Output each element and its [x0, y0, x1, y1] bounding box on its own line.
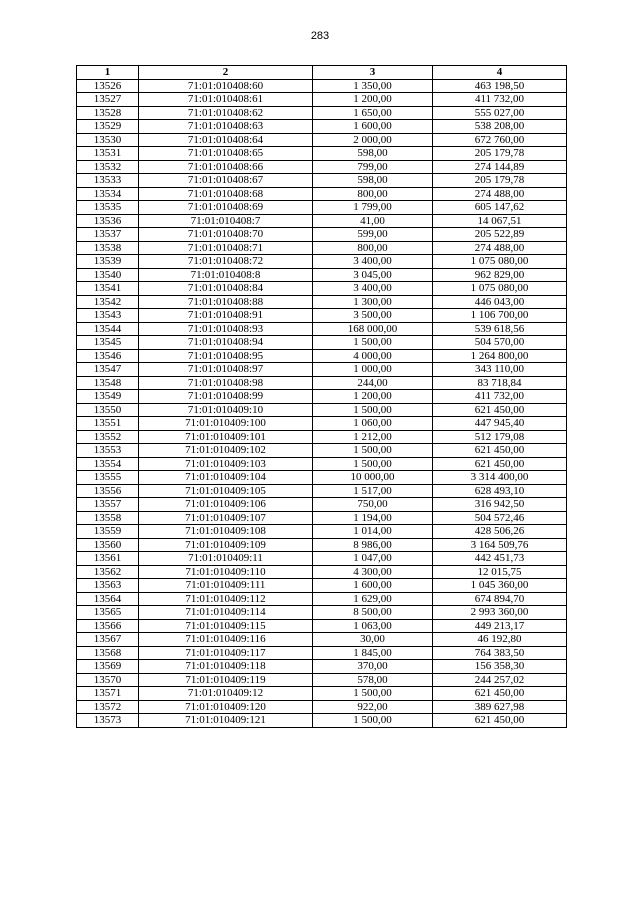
row-number-cell: 13543 [77, 309, 139, 323]
table-row [77, 322, 567, 336]
cadastral-value-cell: 442 451,73 [433, 552, 567, 566]
table-row [77, 687, 567, 701]
area-cell: 1 500,00 [313, 403, 433, 417]
table-row [77, 390, 567, 404]
cadastral-number-cell: 71:01:010408:93 [139, 322, 313, 336]
column-header: 1 [77, 66, 139, 80]
row-number-cell: 13567 [77, 633, 139, 647]
column-header: 3 [313, 66, 433, 80]
cadastral-value-cell: 504 570,00 [433, 336, 567, 350]
area-cell: 1 047,00 [313, 552, 433, 566]
area-cell: 1 200,00 [313, 390, 433, 404]
table-row [77, 592, 567, 606]
row-number-cell: 13539 [77, 255, 139, 269]
table-row [77, 376, 567, 390]
area-cell: 1 060,00 [313, 417, 433, 431]
cadastral-value-cell: 512 179,08 [433, 430, 567, 444]
area-cell: 1 063,00 [313, 619, 433, 633]
area-cell: 8 986,00 [313, 538, 433, 552]
cadastral-number-cell: 71:01:010408:91 [139, 309, 313, 323]
table-row [77, 93, 567, 107]
cadastral-number-cell: 71:01:010409:100 [139, 417, 313, 431]
cadastral-value-cell: 1 045 360,00 [433, 579, 567, 593]
table-row [77, 660, 567, 674]
area-cell: 599,00 [313, 228, 433, 242]
cadastral-number-cell: 71:01:010408:68 [139, 187, 313, 201]
table-row [77, 403, 567, 417]
cadastral-value-cell: 12 015,75 [433, 565, 567, 579]
row-number-cell: 13536 [77, 214, 139, 228]
area-cell: 168 000,00 [313, 322, 433, 336]
row-number-cell: 13565 [77, 606, 139, 620]
table-row [77, 538, 567, 552]
cadastral-number-cell: 71:01:010408:65 [139, 147, 313, 161]
row-number-cell: 13546 [77, 349, 139, 363]
table-row [77, 471, 567, 485]
table-row [77, 633, 567, 647]
table-row [77, 241, 567, 255]
area-cell: 1 350,00 [313, 79, 433, 93]
row-number-cell: 13563 [77, 579, 139, 593]
cadastral-value-cell: 274 488,00 [433, 187, 567, 201]
cadastral-value-cell: 621 450,00 [433, 457, 567, 471]
row-number-cell: 13569 [77, 660, 139, 674]
cadastral-value-cell: 274 144,89 [433, 160, 567, 174]
cadastral-number-cell: 71:01:010409:102 [139, 444, 313, 458]
area-cell: 799,00 [313, 160, 433, 174]
row-number-cell: 13531 [77, 147, 139, 161]
row-number-cell: 13532 [77, 160, 139, 174]
row-number-cell: 13564 [77, 592, 139, 606]
area-cell: 244,00 [313, 376, 433, 390]
cadastral-number-cell: 71:01:010409:104 [139, 471, 313, 485]
cadastral-number-cell: 71:01:010409:115 [139, 619, 313, 633]
table-row [77, 147, 567, 161]
row-number-cell: 13554 [77, 457, 139, 471]
page-number: 283 [310, 30, 330, 42]
table-row [77, 174, 567, 188]
row-number-cell: 13538 [77, 241, 139, 255]
cadastral-value-cell: 14 067,51 [433, 214, 567, 228]
row-number-cell: 13570 [77, 673, 139, 687]
cadastral-number-cell: 71:01:010409:112 [139, 592, 313, 606]
table-row [77, 444, 567, 458]
cadastral-value-cell: 316 942,50 [433, 498, 567, 512]
cadastral-value-cell: 463 198,50 [433, 79, 567, 93]
area-cell: 1 500,00 [313, 444, 433, 458]
table-row [77, 646, 567, 660]
cadastral-number-cell: 71:01:010409:101 [139, 430, 313, 444]
cadastral-value-cell: 605 147,62 [433, 201, 567, 215]
cadastral-number-cell: 71:01:010408:63 [139, 120, 313, 134]
table-row [77, 498, 567, 512]
area-cell: 30,00 [313, 633, 433, 647]
cadastral-value-cell: 555 027,00 [433, 106, 567, 120]
area-cell: 1 300,00 [313, 295, 433, 309]
cadastral-number-cell: 71:01:010409:114 [139, 606, 313, 620]
cadastral-number-cell: 71:01:010408:88 [139, 295, 313, 309]
table-row [77, 214, 567, 228]
cadastral-number-cell: 71:01:010409:10 [139, 403, 313, 417]
area-cell: 41,00 [313, 214, 433, 228]
area-cell: 578,00 [313, 673, 433, 687]
row-number-cell: 13529 [77, 120, 139, 134]
table-row [77, 363, 567, 377]
table-row [77, 714, 567, 728]
row-number-cell: 13548 [77, 376, 139, 390]
cadastral-number-cell: 71:01:010408:61 [139, 93, 313, 107]
table-row [77, 336, 567, 350]
area-cell: 598,00 [313, 174, 433, 188]
area-cell: 800,00 [313, 187, 433, 201]
area-cell: 3 400,00 [313, 255, 433, 269]
row-number-cell: 13537 [77, 228, 139, 242]
row-number-cell: 13528 [77, 106, 139, 120]
cadastral-value-cell: 2 993 360,00 [433, 606, 567, 620]
area-cell: 370,00 [313, 660, 433, 674]
table-row [77, 417, 567, 431]
area-cell: 1 212,00 [313, 430, 433, 444]
table-row [77, 228, 567, 242]
cadastral-value-cell: 674 894,70 [433, 592, 567, 606]
table-row [77, 106, 567, 120]
cadastral-value-cell: 83 718,84 [433, 376, 567, 390]
row-number-cell: 13572 [77, 700, 139, 714]
cadastral-value-cell: 3 164 509,76 [433, 538, 567, 552]
row-number-cell: 13530 [77, 133, 139, 147]
cadastral-number-cell: 71:01:010409:111 [139, 579, 313, 593]
table-row [77, 255, 567, 269]
cadastral-number-cell: 71:01:010409:105 [139, 484, 313, 498]
area-cell: 598,00 [313, 147, 433, 161]
row-number-cell: 13549 [77, 390, 139, 404]
area-cell: 1 650,00 [313, 106, 433, 120]
column-header: 2 [139, 66, 313, 80]
table-row [77, 309, 567, 323]
area-cell: 4 300,00 [313, 565, 433, 579]
area-cell: 1 000,00 [313, 363, 433, 377]
cadastral-value-cell: 539 618,56 [433, 322, 567, 336]
table-row [77, 484, 567, 498]
row-number-cell: 13559 [77, 525, 139, 539]
cadastral-number-cell: 71:01:010409:110 [139, 565, 313, 579]
area-cell: 8 500,00 [313, 606, 433, 620]
cadastral-number-cell: 71:01:010409:120 [139, 700, 313, 714]
cadastral-number-cell: 71:01:010409:116 [139, 633, 313, 647]
cadastral-value-cell: 46 192,80 [433, 633, 567, 647]
cadastral-number-cell: 71:01:010409:103 [139, 457, 313, 471]
row-number-cell: 13534 [77, 187, 139, 201]
cadastral-value-cell: 628 493,10 [433, 484, 567, 498]
cadastral-value-cell: 389 627,98 [433, 700, 567, 714]
area-cell: 1 845,00 [313, 646, 433, 660]
row-number-cell: 13544 [77, 322, 139, 336]
table-row [77, 579, 567, 593]
cadastral-number-cell: 71:01:010408:60 [139, 79, 313, 93]
cadastral-number-cell: 71:01:010408:72 [139, 255, 313, 269]
row-number-cell: 13542 [77, 295, 139, 309]
row-number-cell: 13545 [77, 336, 139, 350]
table-row [77, 673, 567, 687]
table-row [77, 619, 567, 633]
cadastral-value-cell: 274 488,00 [433, 241, 567, 255]
table-row [77, 201, 567, 215]
table-row [77, 187, 567, 201]
area-cell: 922,00 [313, 700, 433, 714]
cadastral-number-cell: 71:01:010409:12 [139, 687, 313, 701]
cadastral-value-cell: 1 075 080,00 [433, 255, 567, 269]
cadastral-value-table [76, 65, 567, 728]
table-row [77, 133, 567, 147]
cadastral-value-cell: 3 314 400,00 [433, 471, 567, 485]
row-number-cell: 13560 [77, 538, 139, 552]
row-number-cell: 13527 [77, 93, 139, 107]
area-cell: 3 500,00 [313, 309, 433, 323]
cadastral-number-cell: 71:01:010408:99 [139, 390, 313, 404]
area-cell: 1 500,00 [313, 714, 433, 728]
table-row [77, 511, 567, 525]
table-row [77, 120, 567, 134]
row-number-cell: 13573 [77, 714, 139, 728]
cadastral-number-cell: 71:01:010408:69 [139, 201, 313, 215]
cadastral-number-cell: 71:01:010408:95 [139, 349, 313, 363]
cadastral-value-cell: 621 450,00 [433, 714, 567, 728]
area-cell: 1 600,00 [313, 120, 433, 134]
row-number-cell: 13555 [77, 471, 139, 485]
row-number-cell: 13526 [77, 79, 139, 93]
cadastral-value-cell: 672 760,00 [433, 133, 567, 147]
area-cell: 1 014,00 [313, 525, 433, 539]
cadastral-number-cell: 71:01:010408:62 [139, 106, 313, 120]
cadastral-number-cell: 71:01:010408:64 [139, 133, 313, 147]
cadastral-value-cell: 504 572,46 [433, 511, 567, 525]
area-cell: 1 629,00 [313, 592, 433, 606]
table-row [77, 160, 567, 174]
cadastral-number-cell: 71:01:010409:108 [139, 525, 313, 539]
row-number-cell: 13553 [77, 444, 139, 458]
cadastral-value-cell: 621 450,00 [433, 444, 567, 458]
row-number-cell: 13547 [77, 363, 139, 377]
cadastral-number-cell: 71:01:010408:70 [139, 228, 313, 242]
cadastral-number-cell: 71:01:010408:8 [139, 268, 313, 282]
area-cell: 1 194,00 [313, 511, 433, 525]
cadastral-number-cell: 71:01:010409:106 [139, 498, 313, 512]
cadastral-value-cell: 1 075 080,00 [433, 282, 567, 296]
area-cell: 1 799,00 [313, 201, 433, 215]
cadastral-number-cell: 71:01:010409:119 [139, 673, 313, 687]
cadastral-value-cell: 446 043,00 [433, 295, 567, 309]
cadastral-value-cell: 411 732,00 [433, 390, 567, 404]
cadastral-number-cell: 71:01:010409:107 [139, 511, 313, 525]
row-number-cell: 13541 [77, 282, 139, 296]
table-header-row [77, 66, 567, 80]
row-number-cell: 13571 [77, 687, 139, 701]
table-row [77, 700, 567, 714]
area-cell: 1 500,00 [313, 336, 433, 350]
cadastral-value-cell: 205 179,78 [433, 147, 567, 161]
row-number-cell: 13533 [77, 174, 139, 188]
cadastral-value-cell: 1 106 700,00 [433, 309, 567, 323]
table-row [77, 349, 567, 363]
cadastral-number-cell: 71:01:010409:109 [139, 538, 313, 552]
table-row [77, 79, 567, 93]
table-row [77, 430, 567, 444]
cadastral-value-cell: 764 383,50 [433, 646, 567, 660]
cadastral-number-cell: 71:01:010408:97 [139, 363, 313, 377]
cadastral-number-cell: 71:01:010408:98 [139, 376, 313, 390]
area-cell: 10 000,00 [313, 471, 433, 485]
area-cell: 1 200,00 [313, 93, 433, 107]
row-number-cell: 13550 [77, 403, 139, 417]
table-row [77, 457, 567, 471]
row-number-cell: 13557 [77, 498, 139, 512]
area-cell: 2 000,00 [313, 133, 433, 147]
row-number-cell: 13552 [77, 430, 139, 444]
cadastral-value-cell: 156 358,30 [433, 660, 567, 674]
cadastral-number-cell: 71:01:010409:121 [139, 714, 313, 728]
column-header: 4 [433, 66, 567, 80]
row-number-cell: 13568 [77, 646, 139, 660]
row-number-cell: 13558 [77, 511, 139, 525]
row-number-cell: 13561 [77, 552, 139, 566]
area-cell: 1 517,00 [313, 484, 433, 498]
cadastral-number-cell: 71:01:010408:94 [139, 336, 313, 350]
area-cell: 3 400,00 [313, 282, 433, 296]
row-number-cell: 13540 [77, 268, 139, 282]
cadastral-number-cell: 71:01:010409:117 [139, 646, 313, 660]
cadastral-value-cell: 244 257,02 [433, 673, 567, 687]
cadastral-value-cell: 538 208,00 [433, 120, 567, 134]
cadastral-value-cell: 621 450,00 [433, 687, 567, 701]
table-row [77, 565, 567, 579]
area-cell: 1 600,00 [313, 579, 433, 593]
row-number-cell: 13556 [77, 484, 139, 498]
cadastral-value-cell: 411 732,00 [433, 93, 567, 107]
area-cell: 4 000,00 [313, 349, 433, 363]
row-number-cell: 13562 [77, 565, 139, 579]
row-number-cell: 13551 [77, 417, 139, 431]
cadastral-number-cell: 71:01:010409:118 [139, 660, 313, 674]
row-number-cell: 13535 [77, 201, 139, 215]
cadastral-number-cell: 71:01:010408:67 [139, 174, 313, 188]
cadastral-number-cell: 71:01:010408:66 [139, 160, 313, 174]
area-cell: 1 500,00 [313, 457, 433, 471]
cadastral-value-cell: 1 264 800,00 [433, 349, 567, 363]
cadastral-value-cell: 621 450,00 [433, 403, 567, 417]
row-number-cell: 13566 [77, 619, 139, 633]
cadastral-value-cell: 205 179,78 [433, 174, 567, 188]
area-cell: 3 045,00 [313, 268, 433, 282]
table-row [77, 295, 567, 309]
area-cell: 750,00 [313, 498, 433, 512]
cadastral-value-cell: 449 213,17 [433, 619, 567, 633]
cadastral-number-cell: 71:01:010408:71 [139, 241, 313, 255]
cadastral-number-cell: 71:01:010408:7 [139, 214, 313, 228]
cadastral-value-cell: 343 110,00 [433, 363, 567, 377]
table-row [77, 282, 567, 296]
cadastral-value-cell: 205 522,89 [433, 228, 567, 242]
cadastral-number-cell: 71:01:010408:84 [139, 282, 313, 296]
table-row [77, 552, 567, 566]
cadastral-value-cell: 962 829,00 [433, 268, 567, 282]
cadastral-value-cell: 447 945,40 [433, 417, 567, 431]
table-row [77, 525, 567, 539]
table-body [77, 79, 567, 727]
area-cell: 1 500,00 [313, 687, 433, 701]
table-row [77, 268, 567, 282]
cadastral-value-cell: 428 506,26 [433, 525, 567, 539]
table-row [77, 606, 567, 620]
cadastral-number-cell: 71:01:010409:11 [139, 552, 313, 566]
area-cell: 800,00 [313, 241, 433, 255]
